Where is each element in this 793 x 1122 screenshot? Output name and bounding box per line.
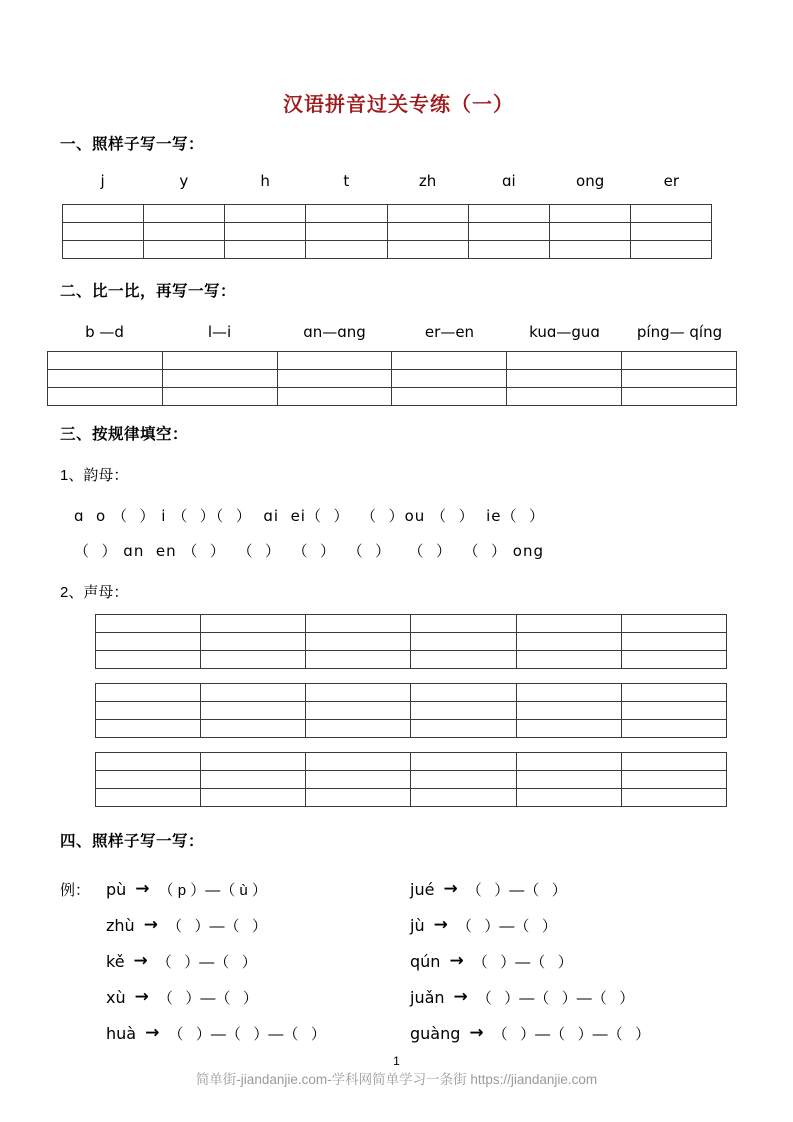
compare-pair: er—en: [424, 323, 475, 341]
yunmu-sequence-line-2: （ ） ɑn en （ ） （ ） （ ） （ ） （ ） （ ） ong: [74, 542, 545, 560]
arrow-icon: →: [133, 950, 148, 971]
answer-cell: [306, 241, 387, 259]
answer-cell: [306, 789, 411, 807]
answer-cell: [201, 753, 306, 771]
answer-cell: [516, 720, 621, 738]
answer-cell: [96, 771, 201, 789]
answer-cell: [387, 241, 468, 259]
compare-pair: píng— qíng: [636, 323, 723, 341]
pinyin-item: zh: [418, 172, 437, 190]
answer-cell: [96, 789, 201, 807]
arrow-icon: →: [134, 986, 149, 1007]
answer-blanks: （ ）—（ ）: [156, 953, 257, 971]
syllable: zhù: [106, 915, 135, 935]
answer-cell: [549, 241, 630, 259]
shengmu-table-3: [95, 752, 727, 807]
answer-blanks: （ ）—（ ）: [466, 881, 567, 899]
answer-blanks: （ ）—（ ）—（ ）: [492, 1025, 651, 1043]
answer-cell: [411, 684, 516, 702]
answer-cell: [392, 370, 507, 388]
answer-cell: [516, 633, 621, 651]
answer-cell: [621, 789, 726, 807]
conversion-row: [60, 1015, 737, 1051]
answer-blanks: （ p ）—（ ù ）: [158, 881, 267, 899]
answer-cell: [516, 651, 621, 669]
answer-cell: [622, 370, 737, 388]
syllable: pù: [106, 879, 127, 899]
pinyin-item: ong: [576, 172, 605, 190]
answer-cell: [411, 753, 516, 771]
answer-cell: [277, 352, 392, 370]
conversion-right: [410, 879, 737, 900]
answer-cell: [201, 789, 306, 807]
conversion-right: [410, 951, 737, 972]
syllable: kě: [106, 951, 125, 971]
answer-cell: [96, 651, 201, 669]
answer-cell: [549, 205, 630, 223]
answer-cell: [621, 720, 726, 738]
shengmu-label: 2、声母：: [60, 584, 129, 601]
conversion-right: [410, 987, 737, 1008]
syllable: guàng: [410, 1023, 461, 1043]
conversion-right: [410, 915, 737, 936]
pinyin-example-row: [62, 172, 712, 190]
section-2-heading: 二、比一比，再写一写：: [60, 283, 237, 300]
syllable: xù: [106, 987, 126, 1007]
answer-cell: [411, 633, 516, 651]
pinyin-item: y: [179, 172, 189, 190]
answer-cell: [201, 720, 306, 738]
answer-cell: [630, 205, 711, 223]
answer-cell: [411, 651, 516, 669]
syllable: juǎn: [410, 987, 445, 1007]
answer-cell: [162, 388, 277, 406]
answer-cell: [621, 651, 726, 669]
answer-cell: [96, 615, 201, 633]
answer-cell: [411, 615, 516, 633]
arrow-icon: →: [143, 914, 158, 935]
syllable: jù: [410, 915, 425, 935]
answer-cell: [306, 771, 411, 789]
syllable-split-rows: [60, 871, 737, 1051]
answer-cell: [96, 684, 201, 702]
answer-cell: [225, 241, 306, 259]
answer-cell: [411, 789, 516, 807]
footer-text: 简单街-jiandanjie.com-学科网简单学习一条街 https://jiandanjie.com: [195, 1072, 598, 1087]
answer-cell: [621, 702, 726, 720]
arrow-icon: →: [145, 1022, 160, 1043]
example-label: 例：: [60, 881, 91, 899]
answer-cell: [162, 370, 277, 388]
yunmu-sequence-line-1: ɑ o （ ） i （ ）（ ） ɑi ei（ ） （ ）ou （ ） ie（ ）: [74, 507, 546, 525]
conversion-left: [60, 987, 410, 1008]
compare-pair: kuɑ—guɑ: [529, 323, 600, 341]
answer-cell: [277, 388, 392, 406]
answer-cell: [225, 205, 306, 223]
answer-cell: [630, 241, 711, 259]
conversion-left: [60, 1023, 410, 1044]
answer-blanks: （ ）—（ ）: [157, 989, 258, 1007]
shengmu-table-2: [95, 683, 727, 738]
page-title: 汉语拼音过关专练（一）: [283, 94, 514, 116]
compare-pair: l—i: [207, 323, 232, 341]
answer-cell: [622, 352, 737, 370]
answer-cell: [201, 702, 306, 720]
answer-cell: [507, 370, 622, 388]
pinyin-item: er: [663, 172, 680, 190]
answer-cell: [621, 633, 726, 651]
yunmu-label: 1、韵母：: [60, 467, 129, 484]
pinyin-item: ɑi: [502, 172, 516, 190]
syllable: qún: [410, 951, 441, 971]
answer-cell: [306, 651, 411, 669]
answer-cell: [387, 205, 468, 223]
pinyin-item: t: [343, 172, 350, 190]
answer-cell: [516, 753, 621, 771]
answer-cell: [306, 702, 411, 720]
syllable: jué: [410, 879, 435, 899]
answer-cell: [48, 352, 163, 370]
arrow-icon: →: [449, 950, 464, 971]
conversion-row: [60, 943, 737, 979]
answer-cell: [468, 223, 549, 241]
syllable: huà: [106, 1023, 137, 1043]
compare-pairs-row: [47, 323, 737, 341]
answer-cell: [306, 205, 387, 223]
answer-cell: [201, 684, 306, 702]
answer-cell: [306, 684, 411, 702]
answer-cell: [201, 651, 306, 669]
conversion-left: [60, 915, 410, 936]
answer-cell: [201, 633, 306, 651]
answer-cell: [507, 352, 622, 370]
answer-cell: [144, 205, 225, 223]
answer-cell: [144, 223, 225, 241]
answer-cell: [63, 223, 144, 241]
arrow-icon: →: [469, 1022, 484, 1043]
compare-practice-table: [47, 351, 737, 406]
answer-cell: [621, 753, 726, 771]
answer-cell: [306, 720, 411, 738]
answer-cell: [549, 223, 630, 241]
answer-cell: [387, 223, 468, 241]
answer-cell: [516, 615, 621, 633]
answer-cell: [63, 205, 144, 223]
answer-cell: [621, 771, 726, 789]
section-4-heading: 四、照样子写一写：: [60, 833, 205, 850]
answer-cell: [306, 223, 387, 241]
answer-cell: [306, 615, 411, 633]
answer-cell: [621, 615, 726, 633]
answer-cell: [277, 370, 392, 388]
answer-cell: [507, 388, 622, 406]
answer-blanks: （ ）—（ ）: [472, 953, 573, 971]
answer-blanks: （ ）—（ ）—（ ）: [476, 989, 635, 1007]
answer-cell: [516, 789, 621, 807]
answer-cell: [63, 241, 144, 259]
arrow-icon: →: [443, 878, 458, 899]
answer-cell: [468, 241, 549, 259]
answer-cell: [621, 684, 726, 702]
answer-cell: [411, 720, 516, 738]
shengmu-table-1: [95, 614, 727, 669]
answer-blanks: （ ）—（ ）: [456, 917, 557, 935]
answer-cell: [201, 615, 306, 633]
conversion-left: [60, 879, 410, 900]
page-number: 1: [393, 1054, 400, 1068]
conversion-right: [410, 1023, 737, 1044]
compare-pair: b —d: [85, 323, 124, 341]
answer-cell: [411, 771, 516, 789]
answer-cell: [622, 388, 737, 406]
conversion-left: [60, 951, 410, 972]
answer-cell: [162, 352, 277, 370]
answer-cell: [306, 633, 411, 651]
answer-cell: [96, 633, 201, 651]
conversion-row: [60, 871, 737, 907]
conversion-row: [60, 979, 737, 1015]
answer-cell: [306, 753, 411, 771]
answer-cell: [144, 241, 225, 259]
answer-cell: [516, 684, 621, 702]
answer-cell: [225, 223, 306, 241]
section-3-heading: 三、按规律填空：: [60, 426, 189, 443]
pinyin-item: j: [100, 172, 105, 190]
answer-blanks: （ ）—（ ）—（ ）: [168, 1025, 326, 1043]
answer-cell: [411, 702, 516, 720]
conversion-row: [60, 907, 737, 943]
answer-cell: [468, 205, 549, 223]
copy-practice-table: [62, 204, 712, 259]
answer-cell: [516, 771, 621, 789]
pinyin-item: h: [260, 172, 270, 190]
answer-cell: [516, 702, 621, 720]
arrow-icon: →: [135, 878, 150, 899]
arrow-icon: →: [433, 914, 448, 935]
answer-cell: [201, 771, 306, 789]
answer-cell: [392, 352, 507, 370]
answer-cell: [96, 753, 201, 771]
answer-cell: [48, 370, 163, 388]
answer-cell: [96, 702, 201, 720]
arrow-icon: →: [453, 986, 468, 1007]
answer-cell: [96, 720, 201, 738]
answer-cell: [48, 388, 163, 406]
section-1-heading: 一、照样子写一写：: [60, 136, 205, 153]
answer-cell: [392, 388, 507, 406]
compare-pair: ɑn—ɑng: [303, 323, 366, 341]
answer-blanks: （ ）—（ ）: [166, 917, 267, 935]
answer-cell: [630, 223, 711, 241]
